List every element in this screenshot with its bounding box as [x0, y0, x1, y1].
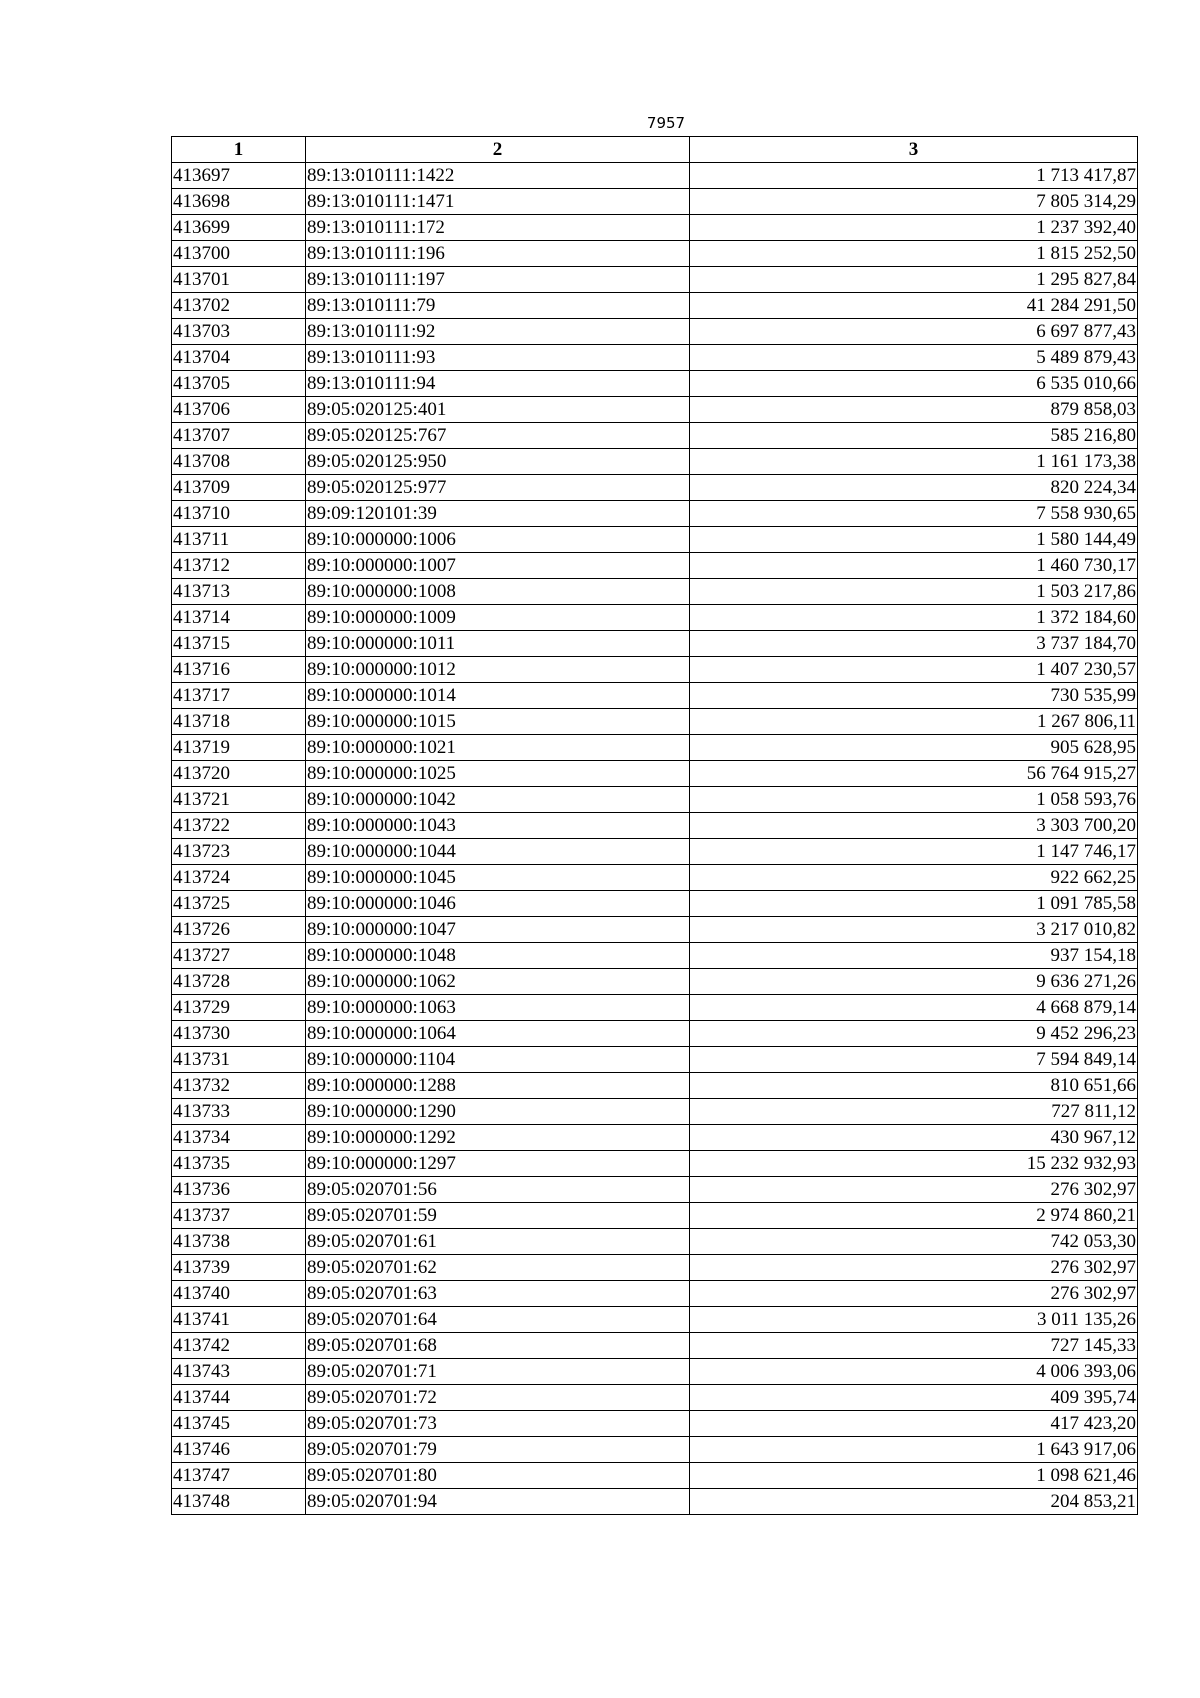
cadastral-number-cell: 89:10:000000:1043	[306, 813, 690, 839]
table-row	[172, 1437, 1138, 1463]
row-number-cell: 413724	[172, 865, 306, 891]
cadastral-value-cell: 7 805 314,29	[690, 189, 1138, 215]
cadastral-value-cell: 922 662,25	[690, 865, 1138, 891]
cadastral-value-cell: 1 407 230,57	[690, 657, 1138, 683]
table-row	[172, 397, 1138, 423]
cadastral-value-cell: 727 811,12	[690, 1099, 1138, 1125]
row-number-cell: 413718	[172, 709, 306, 735]
cadastral-value-cell: 1 372 184,60	[690, 605, 1138, 631]
table-row	[172, 787, 1138, 813]
row-number-cell: 413728	[172, 969, 306, 995]
cadastral-value-cell: 585 216,80	[690, 423, 1138, 449]
cadastral-number-cell: 89:10:000000:1104	[306, 1047, 690, 1073]
table-row	[172, 371, 1138, 397]
cadastral-value-cell: 810 651,66	[690, 1073, 1138, 1099]
row-number-cell: 413726	[172, 917, 306, 943]
cadastral-number-cell: 89:10:000000:1009	[306, 605, 690, 631]
cadastral-number-cell: 89:10:000000:1015	[306, 709, 690, 735]
table-row	[172, 839, 1138, 865]
cadastral-number-cell: 89:05:020701:79	[306, 1437, 690, 1463]
cadastral-number-cell: 89:10:000000:1025	[306, 761, 690, 787]
table-row	[172, 475, 1138, 501]
table-row	[172, 163, 1138, 189]
cadastral-number-cell: 89:05:020701:73	[306, 1411, 690, 1437]
row-number-cell: 413742	[172, 1333, 306, 1359]
row-number-cell: 413697	[172, 163, 306, 189]
table-row	[172, 1177, 1138, 1203]
table-row	[172, 1281, 1138, 1307]
cadastral-value-cell: 3 737 184,70	[690, 631, 1138, 657]
table-row	[172, 527, 1138, 553]
table-row	[172, 1463, 1138, 1489]
cadastral-value-cell: 3 217 010,82	[690, 917, 1138, 943]
cadastral-value-cell: 742 053,30	[690, 1229, 1138, 1255]
row-number-cell: 413744	[172, 1385, 306, 1411]
table-row	[172, 683, 1138, 709]
row-number-cell: 413711	[172, 527, 306, 553]
cadastral-number-cell: 89:05:020701:64	[306, 1307, 690, 1333]
cadastral-value-cell: 204 853,21	[690, 1489, 1138, 1515]
cadastral-value-cell: 1 237 392,40	[690, 215, 1138, 241]
row-number-cell: 413738	[172, 1229, 306, 1255]
cadastral-number-cell: 89:05:020701:56	[306, 1177, 690, 1203]
table-row	[172, 943, 1138, 969]
cadastral-number-cell: 89:10:000000:1042	[306, 787, 690, 813]
column-header-number: 1	[172, 137, 306, 163]
row-number-cell: 413730	[172, 1021, 306, 1047]
table-header-row	[172, 137, 1138, 163]
table-row	[172, 1099, 1138, 1125]
table-row	[172, 319, 1138, 345]
table-row	[172, 1255, 1138, 1281]
cadastral-number-cell: 89:10:000000:1063	[306, 995, 690, 1021]
cadastral-value-cell: 7 558 930,65	[690, 501, 1138, 527]
table-row	[172, 891, 1138, 917]
cadastral-number-cell: 89:13:010111:93	[306, 345, 690, 371]
cadastral-number-cell: 89:10:000000:1011	[306, 631, 690, 657]
table-row	[172, 969, 1138, 995]
table-row	[172, 1385, 1138, 1411]
row-number-cell: 413710	[172, 501, 306, 527]
row-number-cell: 413729	[172, 995, 306, 1021]
cadastral-number-cell: 89:10:000000:1064	[306, 1021, 690, 1047]
cadastral-value-cell: 9 636 271,26	[690, 969, 1138, 995]
row-number-cell: 413735	[172, 1151, 306, 1177]
cadastral-value-cell: 1 098 621,46	[690, 1463, 1138, 1489]
row-number-cell: 413701	[172, 267, 306, 293]
cadastral-number-cell: 89:10:000000:1021	[306, 735, 690, 761]
cadastral-value-cell: 409 395,74	[690, 1385, 1138, 1411]
cadastral-number-cell: 89:10:000000:1046	[306, 891, 690, 917]
cadastral-number-cell: 89:10:000000:1290	[306, 1099, 690, 1125]
cadastral-number-cell: 89:10:000000:1014	[306, 683, 690, 709]
cadastral-number-cell: 89:05:020125:977	[306, 475, 690, 501]
cadastral-value-cell: 4 668 879,14	[690, 995, 1138, 1021]
column-header-value: 3	[690, 137, 1138, 163]
table-row	[172, 1411, 1138, 1437]
row-number-cell: 413723	[172, 839, 306, 865]
row-number-cell: 413739	[172, 1255, 306, 1281]
cadastral-number-cell: 89:13:010111:197	[306, 267, 690, 293]
cadastral-value-cell: 430 967,12	[690, 1125, 1138, 1151]
row-number-cell: 413731	[172, 1047, 306, 1073]
row-number-cell: 413713	[172, 579, 306, 605]
cadastral-value-cell: 417 423,20	[690, 1411, 1138, 1437]
cadastral-value-cell: 727 145,33	[690, 1333, 1138, 1359]
cadastral-number-cell: 89:10:000000:1048	[306, 943, 690, 969]
table-row	[172, 1021, 1138, 1047]
table-row	[172, 917, 1138, 943]
table-row	[172, 657, 1138, 683]
table-row	[172, 1203, 1138, 1229]
row-number-cell: 413722	[172, 813, 306, 839]
cadastral-value-cell: 1 815 252,50	[690, 241, 1138, 267]
cadastral-number-cell: 89:13:010111:1471	[306, 189, 690, 215]
row-number-cell: 413706	[172, 397, 306, 423]
cadastral-number-cell: 89:10:000000:1044	[306, 839, 690, 865]
row-number-cell: 413714	[172, 605, 306, 631]
table-row	[172, 423, 1138, 449]
cadastral-number-cell: 89:13:010111:172	[306, 215, 690, 241]
cadastral-number-cell: 89:10:000000:1012	[306, 657, 690, 683]
row-number-cell: 413703	[172, 319, 306, 345]
row-number-cell: 413702	[172, 293, 306, 319]
row-number-cell: 413709	[172, 475, 306, 501]
table-row	[172, 813, 1138, 839]
cadastral-value-cell: 7 594 849,14	[690, 1047, 1138, 1073]
cadastral-number-cell: 89:10:000000:1008	[306, 579, 690, 605]
row-number-cell: 413708	[172, 449, 306, 475]
row-number-cell: 413716	[172, 657, 306, 683]
table-row	[172, 553, 1138, 579]
cadastral-number-cell: 89:10:000000:1006	[306, 527, 690, 553]
row-number-cell: 413733	[172, 1099, 306, 1125]
table-row	[172, 605, 1138, 631]
cadastral-number-cell: 89:13:010111:92	[306, 319, 690, 345]
row-number-cell: 413712	[172, 553, 306, 579]
cadastral-value-cell: 6 697 877,43	[690, 319, 1138, 345]
cadastral-number-cell: 89:09:120101:39	[306, 501, 690, 527]
cadastral-value-cell: 15 232 932,93	[690, 1151, 1138, 1177]
row-number-cell: 413699	[172, 215, 306, 241]
cadastral-number-cell: 89:13:010111:79	[306, 293, 690, 319]
row-number-cell: 413719	[172, 735, 306, 761]
cadastral-value-cell: 1 580 144,49	[690, 527, 1138, 553]
table-row	[172, 267, 1138, 293]
cadastral-value-cell: 1 091 785,58	[690, 891, 1138, 917]
row-number-cell: 413741	[172, 1307, 306, 1333]
cadastral-value-cell: 1 058 593,76	[690, 787, 1138, 813]
cadastral-value-cell: 276 302,97	[690, 1177, 1138, 1203]
row-number-cell: 413743	[172, 1359, 306, 1385]
table-row	[172, 995, 1138, 1021]
cadastral-number-cell: 89:05:020125:767	[306, 423, 690, 449]
table-row	[172, 241, 1138, 267]
cadastral-value-cell: 1 503 217,86	[690, 579, 1138, 605]
table-row	[172, 1073, 1138, 1099]
row-number-cell: 413717	[172, 683, 306, 709]
cadastral-value-cell: 1 643 917,06	[690, 1437, 1138, 1463]
table-row	[172, 1151, 1138, 1177]
cadastral-number-cell: 89:10:000000:1292	[306, 1125, 690, 1151]
cadastral-number-cell: 89:05:020125:950	[306, 449, 690, 475]
cadastral-value-cell: 730 535,99	[690, 683, 1138, 709]
row-number-cell: 413721	[172, 787, 306, 813]
table-row	[172, 761, 1138, 787]
table-row	[172, 1489, 1138, 1515]
row-number-cell: 413747	[172, 1463, 306, 1489]
row-number-cell: 413748	[172, 1489, 306, 1515]
cadastral-number-cell: 89:05:020701:63	[306, 1281, 690, 1307]
cadastral-number-cell: 89:05:020701:61	[306, 1229, 690, 1255]
cadastral-value-cell: 41 284 291,50	[690, 293, 1138, 319]
table-row	[172, 293, 1138, 319]
cadastral-value-cell: 276 302,97	[690, 1255, 1138, 1281]
cadastral-value-cell: 1 267 806,11	[690, 709, 1138, 735]
row-number-cell: 413746	[172, 1437, 306, 1463]
cadastral-value-cell: 1 460 730,17	[690, 553, 1138, 579]
row-number-cell: 413734	[172, 1125, 306, 1151]
row-number-cell: 413737	[172, 1203, 306, 1229]
table-row	[172, 865, 1138, 891]
row-number-cell: 413720	[172, 761, 306, 787]
row-number-cell: 413700	[172, 241, 306, 267]
cadastral-value-cell: 6 535 010,66	[690, 371, 1138, 397]
table-row	[172, 501, 1138, 527]
table-row	[172, 1125, 1138, 1151]
cadastral-number-cell: 89:05:020701:59	[306, 1203, 690, 1229]
table-row	[172, 1333, 1138, 1359]
cadastral-number-cell: 89:10:000000:1045	[306, 865, 690, 891]
cadastral-number-cell: 89:10:000000:1007	[306, 553, 690, 579]
table-row	[172, 1307, 1138, 1333]
row-number-cell: 413736	[172, 1177, 306, 1203]
cadastral-number-cell: 89:05:020701:80	[306, 1463, 690, 1489]
cadastral-number-cell: 89:05:020701:71	[306, 1359, 690, 1385]
cadastral-value-cell: 4 006 393,06	[690, 1359, 1138, 1385]
cadastral-value-cell: 1 713 417,87	[690, 163, 1138, 189]
table-row	[172, 345, 1138, 371]
row-number-cell: 413705	[172, 371, 306, 397]
cadastral-number-cell: 89:05:020125:401	[306, 397, 690, 423]
cadastral-value-cell: 9 452 296,23	[690, 1021, 1138, 1047]
cadastral-value-cell: 2 974 860,21	[690, 1203, 1138, 1229]
cadastral-number-cell: 89:05:020701:72	[306, 1385, 690, 1411]
cadastral-value-cell: 937 154,18	[690, 943, 1138, 969]
cadastral-value-cell: 276 302,97	[690, 1281, 1138, 1307]
table-row	[172, 189, 1138, 215]
cadastral-value-cell: 56 764 915,27	[690, 761, 1138, 787]
row-number-cell: 413704	[172, 345, 306, 371]
cadastral-value-cell: 3 011 135,26	[690, 1307, 1138, 1333]
row-number-cell: 413732	[172, 1073, 306, 1099]
cadastral-number-cell: 89:05:020701:94	[306, 1489, 690, 1515]
row-number-cell: 413727	[172, 943, 306, 969]
cadastral-number-cell: 89:05:020701:62	[306, 1255, 690, 1281]
row-number-cell: 413715	[172, 631, 306, 657]
cadastral-value-cell: 820 224,34	[690, 475, 1138, 501]
cadastral-number-cell: 89:10:000000:1288	[306, 1073, 690, 1099]
row-number-cell: 413707	[172, 423, 306, 449]
table-row	[172, 215, 1138, 241]
table-row	[172, 735, 1138, 761]
column-header-cadastral-number: 2	[306, 137, 690, 163]
cadastral-value-cell: 1 147 746,17	[690, 839, 1138, 865]
table-row	[172, 1229, 1138, 1255]
cadastral-value-cell: 3 303 700,20	[690, 813, 1138, 839]
cadastral-value-table	[171, 136, 1138, 1515]
cadastral-value-cell: 1 295 827,84	[690, 267, 1138, 293]
cadastral-number-cell: 89:13:010111:196	[306, 241, 690, 267]
table-row	[172, 709, 1138, 735]
table-row	[172, 449, 1138, 475]
table-row	[172, 1047, 1138, 1073]
cadastral-number-cell: 89:05:020701:68	[306, 1333, 690, 1359]
table-row	[172, 631, 1138, 657]
cadastral-number-cell: 89:10:000000:1297	[306, 1151, 690, 1177]
cadastral-value-cell: 879 858,03	[690, 397, 1138, 423]
cadastral-number-cell: 89:10:000000:1062	[306, 969, 690, 995]
cadastral-value-cell: 905 628,95	[690, 735, 1138, 761]
table-row	[172, 1359, 1138, 1385]
cadastral-number-cell: 89:10:000000:1047	[306, 917, 690, 943]
row-number-cell: 413725	[172, 891, 306, 917]
table-row	[172, 579, 1138, 605]
table-body	[172, 163, 1138, 1515]
page-number: 7957	[646, 114, 686, 132]
row-number-cell: 413698	[172, 189, 306, 215]
cadastral-number-cell: 89:13:010111:94	[306, 371, 690, 397]
cadastral-value-cell: 1 161 173,38	[690, 449, 1138, 475]
cadastral-number-cell: 89:13:010111:1422	[306, 163, 690, 189]
cadastral-value-cell: 5 489 879,43	[690, 345, 1138, 371]
row-number-cell: 413745	[172, 1411, 306, 1437]
row-number-cell: 413740	[172, 1281, 306, 1307]
